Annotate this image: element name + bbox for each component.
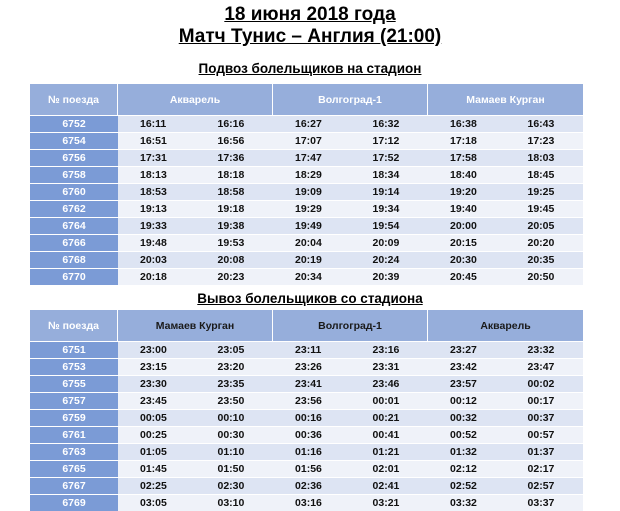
column-header-train: № поезда <box>30 310 118 341</box>
time-cell: 23:46 <box>351 375 429 392</box>
time-cell: 17:58 <box>428 149 506 166</box>
time-cell: 20:09 <box>351 234 429 251</box>
column-header-station: Акварель <box>118 84 273 115</box>
table-row <box>30 460 583 477</box>
train-number-cell: 6754 <box>30 132 118 149</box>
time-cell: 03:37 <box>506 494 584 511</box>
time-cell: 16:32 <box>351 115 429 132</box>
time-cell: 19:33 <box>118 217 196 234</box>
time-cell: 19:09 <box>273 183 351 200</box>
time-cell: 23:45 <box>118 392 196 409</box>
train-number-cell: 6770 <box>30 268 118 285</box>
time-cell: 23:42 <box>428 358 506 375</box>
time-cell: 01:50 <box>196 460 274 477</box>
time-cell: 20:08 <box>196 251 274 268</box>
time-cell: 19:49 <box>273 217 351 234</box>
time-cell: 02:17 <box>506 460 584 477</box>
table-row <box>30 341 583 358</box>
train-number-cell: 6755 <box>30 375 118 392</box>
page-title-match: Матч Тунис – Англия (21:00) <box>178 26 442 47</box>
time-cell: 19:29 <box>273 200 351 217</box>
train-number-cell: 6762 <box>30 200 118 217</box>
table-row <box>30 268 583 285</box>
time-cell: 00:57 <box>506 426 584 443</box>
column-header-station: Мамаев Курган <box>428 84 583 115</box>
time-cell: 23:32 <box>506 341 584 358</box>
time-cell: 19:25 <box>506 183 584 200</box>
train-number-cell: 6761 <box>30 426 118 443</box>
time-cell: 00:25 <box>118 426 196 443</box>
table-row <box>30 217 583 234</box>
column-header-station: Волгоград-1 <box>273 84 428 115</box>
time-cell: 23:20 <box>196 358 274 375</box>
time-cell: 19:18 <box>196 200 274 217</box>
table-row <box>30 358 583 375</box>
time-cell: 01:37 <box>506 443 584 460</box>
time-cell: 20:15 <box>428 234 506 251</box>
time-cell: 16:11 <box>118 115 196 132</box>
time-cell: 18:40 <box>428 166 506 183</box>
train-number-cell: 6769 <box>30 494 118 511</box>
time-cell: 00:12 <box>428 392 506 409</box>
time-cell: 23:35 <box>196 375 274 392</box>
time-cell: 00:30 <box>196 426 274 443</box>
table-row <box>30 166 583 183</box>
train-number-cell: 6759 <box>30 409 118 426</box>
time-cell: 02:12 <box>428 460 506 477</box>
time-cell: 23:47 <box>506 358 584 375</box>
time-cell: 17:31 <box>118 149 196 166</box>
time-cell: 16:56 <box>196 132 274 149</box>
time-cell: 20:39 <box>351 268 429 285</box>
time-cell: 18:53 <box>118 183 196 200</box>
table-row <box>30 375 583 392</box>
time-cell: 01:10 <box>196 443 274 460</box>
table-row <box>30 443 583 460</box>
time-cell: 00:36 <box>273 426 351 443</box>
time-cell: 19:45 <box>506 200 584 217</box>
time-cell: 00:41 <box>351 426 429 443</box>
time-cell: 19:34 <box>351 200 429 217</box>
time-cell: 01:32 <box>428 443 506 460</box>
time-cell: 23:56 <box>273 392 351 409</box>
train-number-cell: 6767 <box>30 477 118 494</box>
table-row <box>30 477 583 494</box>
schedule-table-departure <box>30 310 583 511</box>
train-number-cell: 6765 <box>30 460 118 477</box>
time-cell: 16:16 <box>196 115 274 132</box>
time-cell: 02:25 <box>118 477 196 494</box>
time-cell: 23:41 <box>273 375 351 392</box>
time-cell: 00:21 <box>351 409 429 426</box>
time-cell: 23:57 <box>428 375 506 392</box>
time-cell: 02:52 <box>428 477 506 494</box>
time-cell: 03:16 <box>273 494 351 511</box>
schedule-table-arrival <box>30 84 583 285</box>
time-cell: 00:52 <box>428 426 506 443</box>
column-header-station: Акварель <box>428 310 583 341</box>
time-cell: 19:14 <box>351 183 429 200</box>
time-cell: 19:53 <box>196 234 274 251</box>
time-cell: 20:19 <box>273 251 351 268</box>
train-number-cell: 6763 <box>30 443 118 460</box>
time-cell: 20:18 <box>118 268 196 285</box>
table-header-row <box>30 310 583 341</box>
time-cell: 20:05 <box>506 217 584 234</box>
time-cell: 19:48 <box>118 234 196 251</box>
time-cell: 20:50 <box>506 268 584 285</box>
time-cell: 00:10 <box>196 409 274 426</box>
time-cell: 16:43 <box>506 115 584 132</box>
train-number-cell: 6751 <box>30 341 118 358</box>
train-number-cell: 6760 <box>30 183 118 200</box>
section-title-departure: Вывоз болельщиков со стадиона <box>197 291 423 306</box>
time-cell: 17:07 <box>273 132 351 149</box>
time-cell: 17:12 <box>351 132 429 149</box>
time-cell: 03:32 <box>428 494 506 511</box>
train-number-cell: 6757 <box>30 392 118 409</box>
train-number-cell: 6753 <box>30 358 118 375</box>
time-cell: 18:03 <box>506 149 584 166</box>
time-cell: 18:58 <box>196 183 274 200</box>
train-number-cell: 6766 <box>30 234 118 251</box>
table-row <box>30 494 583 511</box>
column-header-station: Мамаев Курган <box>118 310 273 341</box>
time-cell: 02:41 <box>351 477 429 494</box>
column-header-station: Волгоград-1 <box>273 310 428 341</box>
time-cell: 19:38 <box>196 217 274 234</box>
time-cell: 20:03 <box>118 251 196 268</box>
time-cell: 23:31 <box>351 358 429 375</box>
time-cell: 20:45 <box>428 268 506 285</box>
time-cell: 23:16 <box>351 341 429 358</box>
time-cell: 03:05 <box>118 494 196 511</box>
time-cell: 23:26 <box>273 358 351 375</box>
time-cell: 02:57 <box>506 477 584 494</box>
time-cell: 02:36 <box>273 477 351 494</box>
time-cell: 23:11 <box>273 341 351 358</box>
time-cell: 01:21 <box>351 443 429 460</box>
train-number-cell: 6764 <box>30 217 118 234</box>
time-cell: 18:34 <box>351 166 429 183</box>
table-header-row <box>30 84 583 115</box>
time-cell: 20:04 <box>273 234 351 251</box>
time-cell: 00:37 <box>506 409 584 426</box>
time-cell: 16:27 <box>273 115 351 132</box>
time-cell: 19:54 <box>351 217 429 234</box>
time-cell: 17:36 <box>196 149 274 166</box>
time-cell: 20:20 <box>506 234 584 251</box>
time-cell: 00:01 <box>351 392 429 409</box>
time-cell: 00:16 <box>273 409 351 426</box>
table-row <box>30 426 583 443</box>
table-row <box>30 251 583 268</box>
time-cell: 01:16 <box>273 443 351 460</box>
table-row <box>30 132 583 149</box>
time-cell: 18:45 <box>506 166 584 183</box>
section-title-arrival: Подвоз болельщиков на стадион <box>198 61 422 76</box>
time-cell: 18:29 <box>273 166 351 183</box>
table-row <box>30 200 583 217</box>
time-cell: 03:10 <box>196 494 274 511</box>
table-row <box>30 183 583 200</box>
table-row <box>30 409 583 426</box>
time-cell: 00:02 <box>506 375 584 392</box>
time-cell: 20:34 <box>273 268 351 285</box>
time-cell: 23:27 <box>428 341 506 358</box>
time-cell: 03:21 <box>351 494 429 511</box>
time-cell: 23:15 <box>118 358 196 375</box>
time-cell: 01:45 <box>118 460 196 477</box>
table-row <box>30 115 583 132</box>
time-cell: 19:13 <box>118 200 196 217</box>
time-cell: 01:05 <box>118 443 196 460</box>
time-cell: 19:40 <box>428 200 506 217</box>
time-cell: 01:56 <box>273 460 351 477</box>
time-cell: 02:01 <box>351 460 429 477</box>
time-cell: 19:20 <box>428 183 506 200</box>
time-cell: 20:35 <box>506 251 584 268</box>
time-cell: 16:38 <box>428 115 506 132</box>
time-cell: 20:00 <box>428 217 506 234</box>
time-cell: 00:05 <box>118 409 196 426</box>
table-row <box>30 234 583 251</box>
time-cell: 18:18 <box>196 166 274 183</box>
train-number-cell: 6752 <box>30 115 118 132</box>
time-cell: 23:50 <box>196 392 274 409</box>
time-cell: 20:23 <box>196 268 274 285</box>
train-number-cell: 6758 <box>30 166 118 183</box>
time-cell: 02:30 <box>196 477 274 494</box>
time-cell: 00:32 <box>428 409 506 426</box>
time-cell: 23:05 <box>196 341 274 358</box>
time-cell: 17:23 <box>506 132 584 149</box>
train-number-cell: 6756 <box>30 149 118 166</box>
train-number-cell: 6768 <box>30 251 118 268</box>
time-cell: 16:51 <box>118 132 196 149</box>
time-cell: 20:30 <box>428 251 506 268</box>
table-row <box>30 149 583 166</box>
table-row <box>30 392 583 409</box>
page-title-date: 18 июня 2018 года <box>224 4 396 25</box>
time-cell: 17:18 <box>428 132 506 149</box>
column-header-train: № поезда <box>30 84 118 115</box>
time-cell: 23:00 <box>118 341 196 358</box>
time-cell: 17:47 <box>273 149 351 166</box>
time-cell: 18:13 <box>118 166 196 183</box>
time-cell: 23:30 <box>118 375 196 392</box>
time-cell: 00:17 <box>506 392 584 409</box>
time-cell: 20:24 <box>351 251 429 268</box>
time-cell: 17:52 <box>351 149 429 166</box>
